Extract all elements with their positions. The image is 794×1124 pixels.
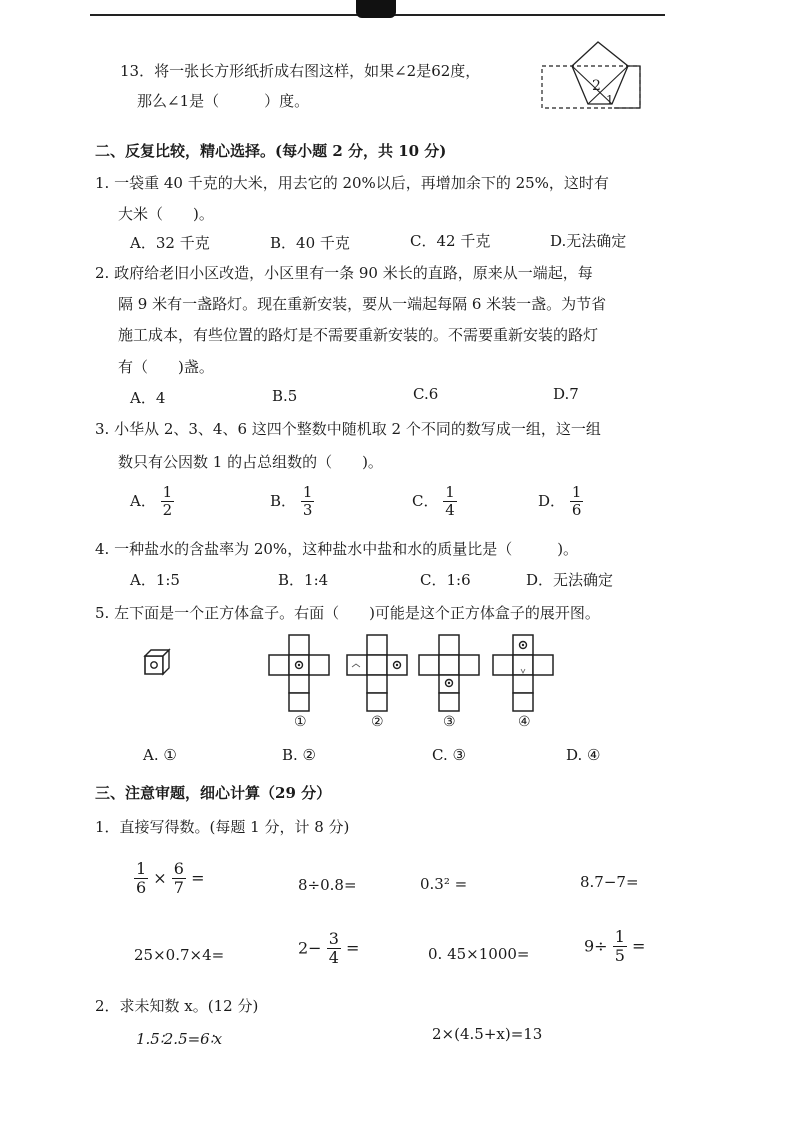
s2-q2-option-b: B.5 (272, 387, 298, 405)
s2-q1-option-a: A．32 千克 (130, 234, 210, 252)
s2-q4-option-b: B．1:4 (278, 571, 329, 589)
fraction: $\frac{1}{5}$ (614, 927, 625, 966)
s2-q1-line1: 1. 一袋重 40 千克的大米，用去它的 20%以后，再增加余下的 25%，这时有 (95, 174, 609, 192)
s2-q2-option-c: C.6 (413, 385, 439, 403)
calc-e8 (584, 928, 645, 966)
s2-q5-line1: 5. 左下面是一个正方体盒子。右面（ )可能是这个正方体盒子的展开图。 (95, 604, 600, 622)
option-letter: B． (270, 491, 297, 510)
s2-q2-line3: 施工成本，有些位置的路灯是不需要重新安装的。不需要重新安装的路灯 (118, 326, 599, 344)
angle1-label: 1 (606, 93, 614, 107)
calc-e2: 8÷0.8= (298, 876, 357, 894)
s2-q3-line2: 数只有公因数 1 的占总组数的（ )。 (118, 453, 383, 471)
cube-net-2 (346, 633, 410, 713)
cube-net-3 (418, 633, 482, 713)
s2-q4-option-a: A．1:5 (130, 571, 180, 589)
s2-q2-line2: 隔 9 米有一盏路灯。现在重新安装，要从一端起每隔 6 米装一盏。为节省 (118, 295, 607, 313)
equals-sign: = (191, 868, 205, 888)
times-sign: × (153, 868, 167, 888)
cube-box-figure (143, 648, 173, 682)
s2-q1-line2: 大米（ )。 (118, 205, 214, 223)
equals-sign: = (345, 938, 360, 958)
s2-q2-option-d: D.7 (553, 385, 579, 403)
expr-prefix: 9÷ (584, 936, 608, 956)
s2-q4-option-d: D．无法确定 (526, 571, 614, 589)
expr-prefix: 2− (298, 938, 322, 958)
s2-q1-option-c: C．42 千克 (410, 232, 491, 250)
net-label-3: ③ (443, 714, 456, 730)
s2-q2-line1: 2. 政府给老旧小区改造，小区里有一条 90 米长的直路，原来从一端起，每 (95, 264, 593, 282)
s2-q4-option-c: C．1:6 (420, 571, 471, 589)
s3-sub2-title: 2．求未知数 x。(12 分) (95, 997, 259, 1015)
cube-net-4 (492, 633, 556, 713)
s2-q5-option-a: A. ① (143, 746, 177, 764)
s2-q5-option-d: D. ④ (566, 746, 601, 764)
s2-q5-option-b: B. ② (282, 746, 317, 764)
s2-q4-line1: 4. 一种盐水的含盐率为 20%，这种盐水中盐和水的质量比是（ )。 (95, 540, 579, 558)
s2-q3-option-c (412, 484, 457, 520)
fraction: $\frac{1}{6}$ (571, 483, 582, 520)
option-letter: D． (538, 491, 566, 510)
calc-e1 (134, 860, 204, 898)
s3-sub1-title: 1．直接写得数。(每题 1 分，计 8 分) (95, 818, 350, 836)
net-label-2: ② (371, 714, 384, 730)
s2-q5-option-c: C. ③ (432, 746, 466, 764)
equals-sign: = (631, 936, 646, 956)
calc-e7: 0. 45×1000= (428, 945, 530, 963)
fraction: $\frac{6}{7}$ (173, 859, 184, 898)
calc-e5: 25×0.7×4= (134, 946, 225, 964)
cube-net-1 (268, 633, 332, 713)
fraction: $\frac{1}{6}$ (136, 859, 147, 898)
angle2-label: 2 (592, 78, 601, 94)
section3-title: 三、注意审题，细心计算（29 分） (95, 784, 332, 802)
fraction: $\frac{1}{3}$ (302, 483, 313, 520)
s2-q3-option-b (270, 484, 314, 520)
s2-q2-line4: 有（ )盏。 (118, 358, 214, 376)
equation-1: 1.5∶2.5=6∶x (136, 1030, 223, 1048)
calc-e4: 8.7−7= (580, 873, 639, 891)
fraction: $\frac{3}{4}$ (328, 929, 339, 968)
q13-folded-paper-figure (540, 40, 660, 116)
net-label-4: ④ (518, 714, 531, 730)
s2-q3-line1: 3. 小华从 2、3、4、6 这四个整数中随机取 2 个不同的数写成一组，这一组 (95, 420, 601, 438)
s2-q1-option-d: D.无法确定 (550, 232, 627, 250)
fraction: $\frac{1}{2}$ (162, 483, 173, 520)
s2-q3-option-d (538, 484, 583, 520)
q13-line1: 13．将一张长方形纸折成右图这样，如果∠2是62度， (120, 62, 481, 80)
net-label-1: ① (294, 714, 307, 730)
binding-tab (356, 0, 396, 18)
calc-e3: 0.3² = (420, 875, 468, 893)
option-letter: C． (412, 491, 439, 510)
section2-title: 二、反复比较，精心选择。(每小题 2 分，共 10 分) (95, 142, 447, 160)
q13-line2: 那么∠1是（ ）度。 (137, 92, 310, 110)
s2-q2-option-a: A．4 (130, 389, 166, 407)
equation-2: 2×(4.5+x)=13 (432, 1025, 543, 1043)
s2-q1-option-b: B．40 千克 (270, 234, 350, 252)
calc-e6 (298, 930, 359, 968)
fraction: $\frac{1}{4}$ (445, 483, 455, 520)
option-letter: A． (130, 491, 156, 510)
s2-q3-option-a (130, 484, 174, 520)
